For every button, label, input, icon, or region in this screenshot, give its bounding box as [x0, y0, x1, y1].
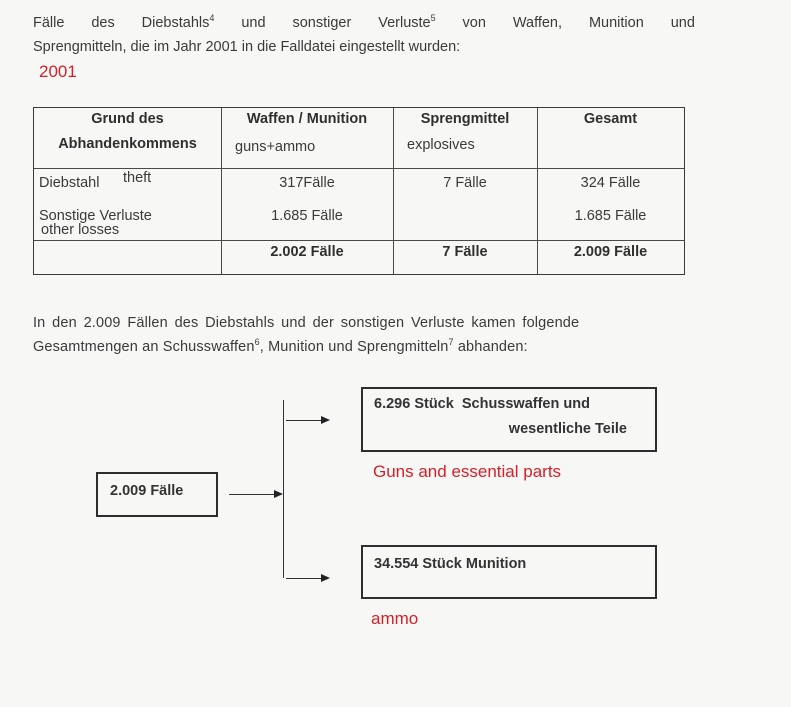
- target-box-ammo: [361, 545, 657, 599]
- annotation-guns-parts: Guns and essential parts: [373, 462, 562, 481]
- connector-vertical-line: [283, 400, 284, 578]
- source-box: [96, 472, 218, 517]
- word: Fälle: [33, 15, 65, 31]
- footnote-ref: 4: [209, 13, 215, 24]
- word: und: [241, 15, 266, 31]
- second-line-1: In den 2.009 Fällen des Diebstahls und der sonstigen Verluste kamen folgende: [33, 315, 580, 331]
- annotation-guns-ammo: guns+ammo: [235, 139, 316, 155]
- text: Gesamtmengen an Schusswaffen: [33, 339, 255, 355]
- word: Verluste: [378, 15, 431, 31]
- annotation-other-losses: other losses: [41, 222, 120, 238]
- cases-table: [33, 107, 685, 275]
- source-label: 2.009 Fälle: [110, 483, 184, 499]
- header-total: Gesamt: [583, 111, 638, 127]
- header-weapons: Waffen / Munition: [246, 111, 368, 127]
- footnote-ref: 6: [254, 337, 260, 348]
- connector-line: [286, 578, 322, 579]
- intro-line-1: [33, 11, 695, 35]
- target-ammo-label: 34.554 Stück Munition: [374, 556, 527, 572]
- second-paragraph: [33, 311, 695, 359]
- word: von: [462, 15, 486, 31]
- word: Diebstahls: [141, 15, 210, 31]
- table-row-divider: [34, 240, 684, 241]
- header-reason-line2: Abhandenkommens: [58, 136, 197, 152]
- row-other-reason: Sonstige Verluste: [39, 208, 152, 224]
- annotation-year: 2001: [39, 62, 77, 81]
- intro-line-2: Sprengmitteln, die im Jahr 2001 in die Falldatei eingestellt wurden:: [33, 39, 461, 55]
- annotation-theft: theft: [123, 170, 152, 186]
- word: Munition: [588, 15, 644, 31]
- arrow-right-icon: [274, 490, 283, 498]
- second-line-2: [33, 335, 695, 359]
- text: , Munition und Sprengmitteln: [259, 339, 449, 355]
- word-with-footnote: [378, 11, 435, 35]
- target-guns-line1: 6.296 Stück Schusswaffen und: [374, 396, 590, 412]
- connector-line: [229, 494, 275, 495]
- footnote-ref: 5: [430, 13, 436, 24]
- annotation-ammo: ammo: [371, 609, 419, 628]
- word: und: [670, 15, 695, 31]
- header-explosives: Sprengmittel: [420, 111, 510, 127]
- row-theft-total: 324 Fälle: [580, 175, 641, 191]
- intro-paragraph: [33, 11, 695, 59]
- row-other-weapons: 1.685 Fälle: [271, 208, 343, 224]
- word: sonstiger: [292, 15, 352, 31]
- connector-line: [286, 420, 322, 421]
- row-other-total: 1.685 Fälle: [574, 208, 647, 224]
- target-box-guns: [361, 387, 657, 452]
- annotation-explosives: explosives: [407, 137, 475, 153]
- total-explosives: 7 Fälle: [442, 244, 488, 260]
- arrow-right-icon: [321, 416, 330, 424]
- row-theft-reason: Diebstahl: [39, 175, 100, 191]
- row-theft-explosives: 7 Fälle: [443, 175, 487, 191]
- word: Waffen,: [512, 15, 563, 31]
- text: abhanden:: [453, 339, 528, 355]
- total-weapons: 2.002 Fälle: [270, 244, 344, 260]
- row-theft-weapons: 317Fälle: [279, 175, 335, 191]
- header-reason-line1: Grund des: [91, 111, 164, 127]
- word: des: [91, 15, 115, 31]
- table-row-divider: [34, 168, 684, 169]
- total-overall: 2.009 Fälle: [573, 244, 648, 260]
- arrow-right-icon: [321, 574, 330, 582]
- word-with-footnote: [142, 11, 215, 35]
- target-guns-line2: wesentliche Teile: [508, 421, 627, 437]
- footnote-ref: 7: [448, 337, 454, 348]
